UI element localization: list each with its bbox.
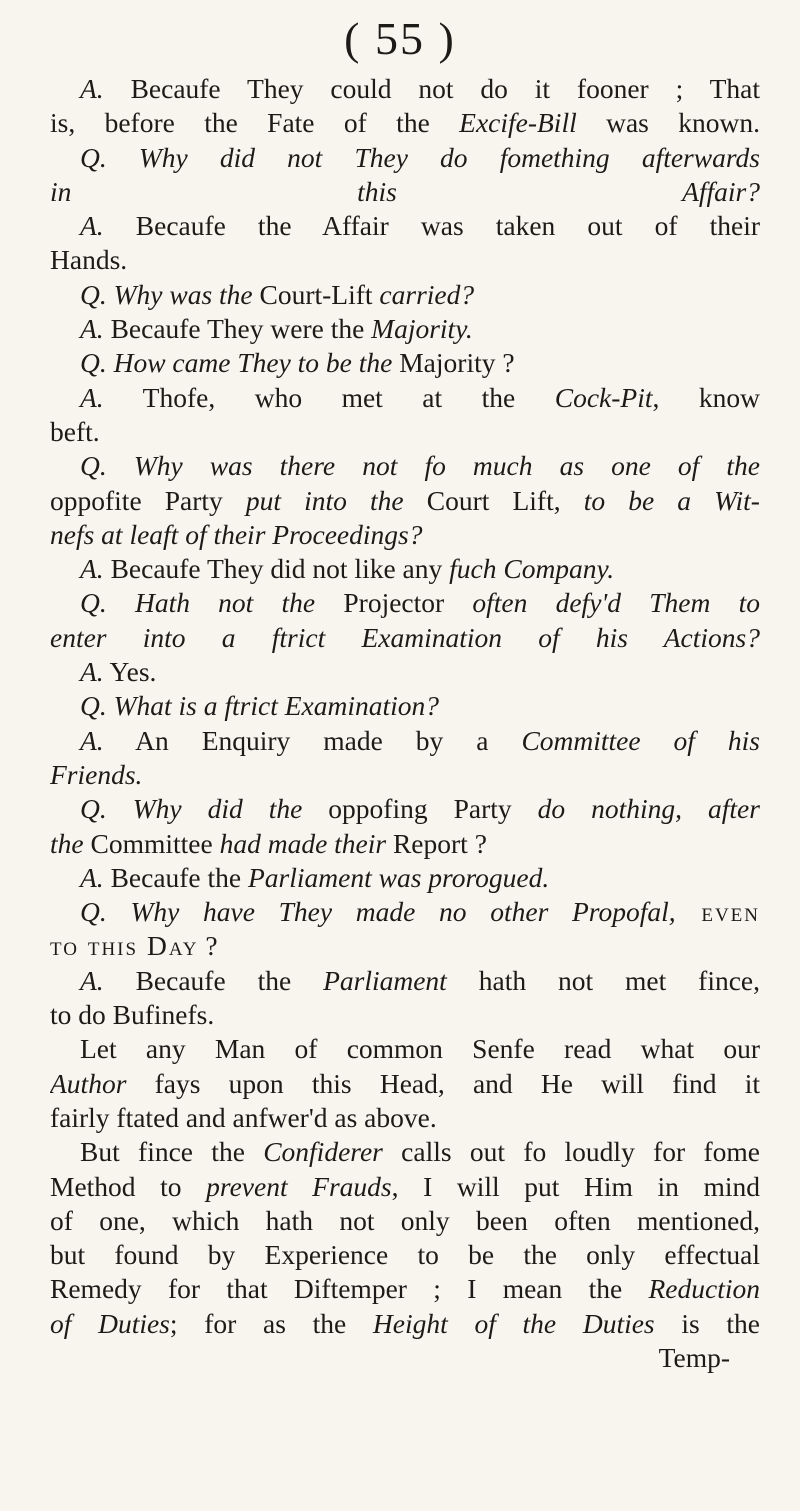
text-line bbox=[50, 415, 760, 449]
text-line bbox=[50, 621, 760, 655]
text-line bbox=[50, 895, 760, 929]
text-run: Report ? bbox=[386, 827, 487, 859]
text-run: calls out fo loudly for fome bbox=[382, 1136, 760, 1168]
text-run: to this Day bbox=[50, 930, 199, 962]
text-line bbox=[50, 861, 760, 895]
text-run: fuch Company. bbox=[449, 553, 615, 585]
text-run: to do Bufinefs. bbox=[50, 999, 215, 1031]
text-run: carried? bbox=[379, 278, 475, 310]
text-run: A. bbox=[80, 73, 104, 104]
text-run: Thofe, who met at the bbox=[103, 381, 555, 413]
text-run: but found by Experience to be the only effectual bbox=[50, 1239, 760, 1271]
text-run: Becaufe the Affair was taken out of their bbox=[103, 210, 760, 242]
text-run: But fince the bbox=[80, 1136, 264, 1168]
text-line bbox=[50, 1272, 760, 1306]
text-run: often defy'd Them to bbox=[472, 587, 760, 619]
text-run: beft. bbox=[50, 415, 100, 447]
text-line bbox=[50, 724, 760, 758]
text-line bbox=[50, 1101, 760, 1135]
text-run: Becaufe They were the bbox=[103, 313, 372, 345]
text-run: Q. Why was there not fo much as one of the bbox=[80, 450, 760, 482]
text-line bbox=[50, 1067, 760, 1101]
text-run: even bbox=[675, 896, 760, 928]
text-run: the bbox=[50, 827, 84, 859]
text-run: Remedy for that Diftemper ; I mean the bbox=[50, 1273, 649, 1305]
text-run: in this Affair? bbox=[50, 175, 760, 207]
text-run: Hands. bbox=[50, 244, 128, 276]
text-run: Court Lift, bbox=[403, 484, 584, 516]
text-run: fays upon this Head, and He will find it bbox=[126, 1067, 760, 1099]
text-line bbox=[50, 209, 760, 243]
text-line bbox=[50, 449, 760, 483]
text-run: Majority ? bbox=[392, 347, 515, 379]
text-line bbox=[50, 586, 760, 620]
text-run: Q. Why was the bbox=[80, 278, 253, 310]
text-line bbox=[50, 655, 760, 689]
text-line bbox=[50, 689, 760, 723]
text-run: Court-Lift bbox=[252, 278, 380, 310]
text-run: Projector bbox=[315, 587, 473, 619]
text-run: Excife-Bill bbox=[459, 107, 577, 139]
text-run: Yes. bbox=[103, 656, 157, 688]
text-run: of one, which hath not only been often mentioned, bbox=[50, 1204, 760, 1236]
text-run: Parliament was prorogued. bbox=[247, 861, 550, 893]
text-line bbox=[50, 312, 760, 346]
text-run: of Duties bbox=[50, 1307, 170, 1339]
text-line bbox=[50, 1238, 760, 1272]
text-line bbox=[50, 72, 760, 106]
text-line bbox=[50, 346, 760, 380]
text-run: Q. Hath not the bbox=[80, 587, 316, 619]
text-run: was known. bbox=[576, 107, 760, 139]
text-run: Method to bbox=[50, 1170, 207, 1202]
text-run: hath not met fince, bbox=[446, 964, 760, 996]
text-run: Q. Why did not They do fomething afterwards bbox=[80, 141, 760, 173]
text-run: is, before the Fate of the bbox=[50, 107, 460, 139]
text-run: Committee bbox=[83, 827, 220, 859]
text-run: Committee of his bbox=[521, 724, 760, 756]
text-run: Majority. bbox=[371, 313, 473, 345]
text-run: Becaufe They did not like any bbox=[103, 553, 450, 585]
text-run: A. bbox=[80, 656, 104, 688]
text-line bbox=[50, 1307, 760, 1341]
text-run: fairly ftated and anfwer'd as above. bbox=[50, 1101, 437, 1133]
text-run: Friends. bbox=[50, 758, 143, 790]
body-text bbox=[50, 72, 760, 1375]
text-run: Reduction bbox=[648, 1273, 760, 1305]
text-line bbox=[50, 243, 760, 277]
text-run: A. bbox=[80, 381, 104, 413]
text-run: Q. What is a ftrict Examination? bbox=[80, 690, 440, 722]
text-run: Parliament bbox=[323, 964, 447, 996]
text-run: A. bbox=[80, 964, 104, 996]
text-line bbox=[50, 175, 760, 209]
text-line bbox=[50, 964, 760, 998]
text-run: enter into a ftrict Examination of his Actions? bbox=[50, 621, 760, 653]
text-run: An Enquiry made by a bbox=[103, 724, 522, 756]
text-run: Becaufe the bbox=[103, 861, 248, 893]
text-run: Q. Why have They made no other Propofal, bbox=[80, 896, 676, 928]
text-line bbox=[50, 106, 760, 140]
text-line bbox=[50, 278, 760, 312]
text-run: Becaufe They could not do it fooner ; That bbox=[103, 73, 760, 104]
text-line bbox=[50, 1170, 760, 1204]
text-run: A. bbox=[80, 553, 104, 585]
text-run: Q. Why did the bbox=[80, 793, 303, 825]
text-line bbox=[50, 792, 760, 826]
text-line bbox=[50, 484, 760, 518]
text-line bbox=[50, 1135, 760, 1169]
text-line bbox=[50, 381, 760, 415]
text-run: do nothing, after bbox=[537, 793, 760, 825]
text-run: had made their bbox=[219, 827, 387, 859]
text-run: Author bbox=[50, 1067, 127, 1099]
text-run: , know bbox=[652, 381, 760, 413]
catchword: Temp- bbox=[658, 1341, 730, 1373]
text-run: Becaufe the bbox=[103, 964, 324, 996]
text-run: A. bbox=[80, 210, 104, 242]
text-line bbox=[50, 1204, 760, 1238]
text-run: to be a Wit- bbox=[583, 484, 760, 516]
text-run: A. bbox=[80, 861, 104, 893]
text-line bbox=[50, 998, 760, 1032]
text-run: Let any Man of common Senfe read what our bbox=[80, 1033, 760, 1065]
text-run: Cock-Pit bbox=[554, 381, 653, 413]
text-run: put into the bbox=[245, 484, 404, 516]
text-line bbox=[50, 827, 760, 861]
text-run: A. bbox=[80, 724, 104, 756]
text-run: is the bbox=[654, 1307, 760, 1339]
text-line bbox=[50, 1032, 760, 1066]
text-run: nefs at leaft of their Proceedings? bbox=[50, 518, 423, 550]
text-run: A. bbox=[80, 313, 104, 345]
text-run: , I will put Him in mind bbox=[391, 1170, 760, 1202]
text-run: Confiderer bbox=[263, 1136, 383, 1168]
text-run: oppofing Party bbox=[302, 793, 538, 825]
text-run: prevent Frauds bbox=[206, 1170, 392, 1202]
text-run: ? bbox=[198, 930, 218, 962]
text-line bbox=[50, 518, 760, 552]
text-line bbox=[50, 141, 760, 175]
text-run: oppofite Party bbox=[50, 484, 246, 516]
text-run: Q. How came They to be the bbox=[80, 347, 393, 379]
text-run: ; for as the bbox=[169, 1307, 373, 1339]
text-run: Height of the Duties bbox=[372, 1307, 655, 1339]
text-line bbox=[50, 929, 760, 963]
page-number: ( 55 ) bbox=[344, 13, 456, 64]
text-line bbox=[50, 758, 760, 792]
text-line bbox=[50, 552, 760, 586]
